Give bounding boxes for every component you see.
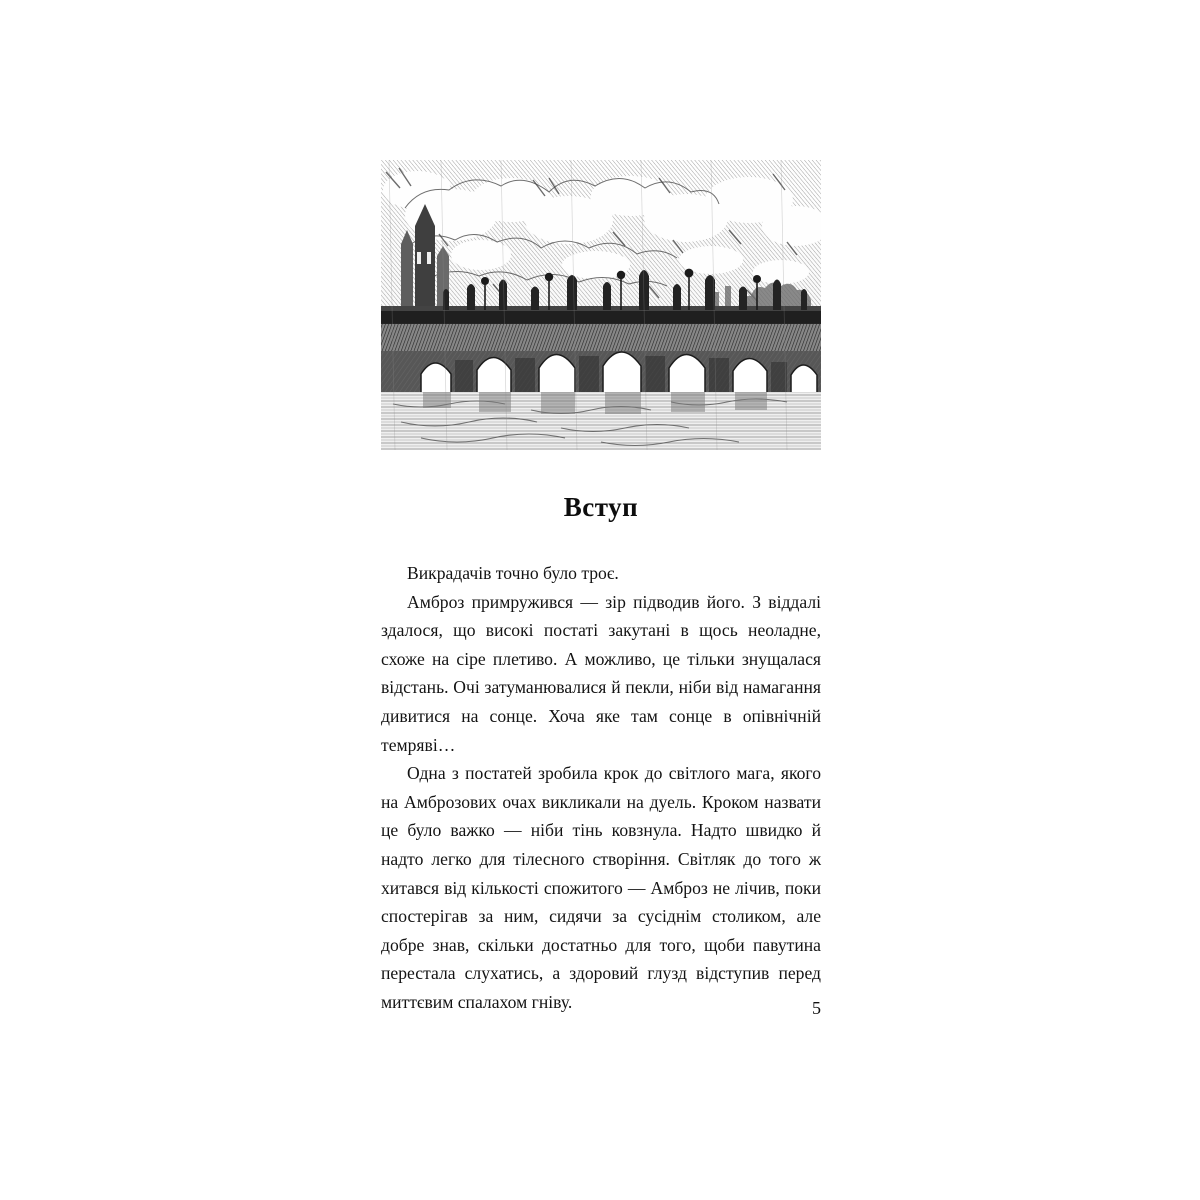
body-text xyxy=(381,559,821,1017)
page-number: 5 xyxy=(812,998,821,1018)
bridge-deck xyxy=(381,306,821,351)
chapter-illustration xyxy=(381,160,821,450)
page-content-column xyxy=(381,160,821,1017)
paragraph-1: Викрадачів точно було троє. xyxy=(407,563,619,583)
paragraph-3: Одна з постатей зробила крок до світлого мага, якого на Амброзових очах викликали на дуель. Кроком назвати це було важко — ніби тінь ковзнула. Надто швидко й надто легко для тілесного створіння. Світляк до того ж хитався від кількості спожитого — Амброз не лічив, поки спостерігав за ним, сидячи за сусіднім столиком, але добре знав, скільки достатньо для того, щоби павутина перестала слухатись, а здоровий глузд відступив перед миттєвим спалахом гніву. xyxy=(381,763,821,1012)
paragraph-2: Амброз примружився — зір підводив його. З віддалі здалося, що високі постаті закутані в щось неоладне, схоже на сіре плетиво. А можливо, це тільки знущалася відстань. Очі затуманювалися й пекли, ніби від намагання дивитися на сонце. Хоча яке там сонце в опівнічній темряві… xyxy=(381,591,821,755)
chapter-title: Вступ xyxy=(563,492,639,522)
bridge-arches xyxy=(381,351,821,392)
bridge-sketch-svg xyxy=(381,160,821,450)
